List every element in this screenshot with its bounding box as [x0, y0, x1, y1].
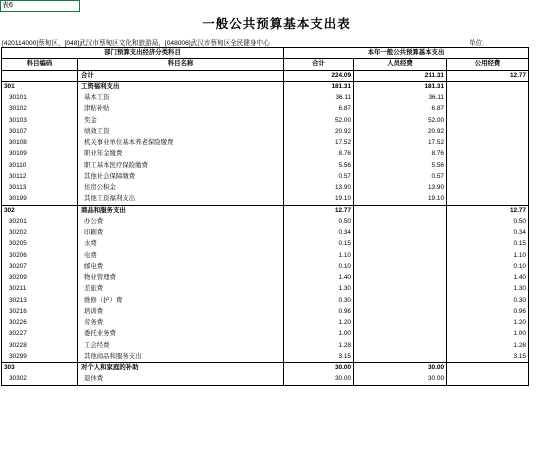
row-name-cell: 合计: [78, 70, 284, 81]
row-code-cell: 30205: [2, 239, 78, 250]
row-personnel-cell: 181.31: [354, 81, 447, 92]
row-public-cell: [447, 171, 529, 182]
row-total-cell: 0.96: [284, 306, 354, 317]
row-code-cell: 30199: [2, 194, 78, 205]
row-personnel-cell: [354, 228, 447, 239]
row-total-cell: 3.15: [284, 351, 354, 362]
row-code-cell: 30112: [2, 171, 78, 182]
header-economic-classification: 部门预算支出经济分类科目: [2, 48, 284, 59]
table-row: [2, 261, 529, 272]
row-name-cell: 差旅费: [78, 284, 284, 295]
row-public-cell: 1.30: [447, 284, 529, 295]
row-public-cell: 12.77: [447, 205, 529, 216]
page-title: 一般公共预算基本支出表: [202, 16, 351, 31]
row-personnel-cell: 8.76: [354, 149, 447, 160]
row-name-cell: 津贴补贴: [78, 104, 284, 115]
row-public-cell: [447, 81, 529, 92]
row-code-cell: 30102: [2, 104, 78, 115]
row-total-cell: 30.00: [284, 363, 354, 374]
row-code-cell: 30302: [2, 374, 78, 385]
table-row: [2, 115, 529, 126]
table-row: [2, 183, 529, 194]
row-name-cell: 机关事业单位基本养老保险缴费: [78, 138, 284, 149]
table-row: [2, 70, 529, 81]
row-name-cell: 绩效工资: [78, 126, 284, 137]
row-name-cell: 其他商品和服务支出: [78, 351, 284, 362]
row-personnel-cell: [354, 216, 447, 227]
row-public-cell: 1.28: [447, 340, 529, 351]
row-total-cell: 5.56: [284, 160, 354, 171]
row-name-cell: 住房公积金: [78, 183, 284, 194]
row-public-cell: [447, 183, 529, 194]
row-public-cell: [447, 363, 529, 374]
row-public-cell: 0.30: [447, 295, 529, 306]
row-name-cell: 其他社会保障缴费: [78, 171, 284, 182]
row-public-cell: 0.10: [447, 261, 529, 272]
row-personnel-cell: 30.00: [354, 374, 447, 385]
row-personnel-cell: [354, 273, 447, 284]
row-personnel-cell: 211.31: [354, 70, 447, 81]
row-code-cell: 30228: [2, 340, 78, 351]
row-name-cell: 工资福利支出: [78, 81, 284, 92]
row-total-cell: 17.52: [284, 138, 354, 149]
row-code-cell: [2, 70, 78, 81]
row-public-cell: 1.10: [447, 250, 529, 261]
header-code: 科目编码: [2, 59, 78, 70]
row-public-cell: [447, 149, 529, 160]
row-public-cell: 3.15: [447, 351, 529, 362]
row-code-cell: 303: [2, 363, 78, 374]
row-name-cell: 基本工资: [78, 93, 284, 104]
row-personnel-cell: [354, 329, 447, 340]
row-personnel-cell: [354, 295, 447, 306]
row-personnel-cell: 5.56: [354, 160, 447, 171]
row-public-cell: [447, 115, 529, 126]
table-row: [2, 171, 529, 182]
row-total-cell: 0.15: [284, 239, 354, 250]
expenditure-table: [1, 47, 529, 386]
row-total-cell: 30.00: [284, 374, 354, 385]
row-personnel-cell: 17.52: [354, 138, 447, 149]
table-row: [2, 363, 529, 374]
row-total-cell: 6.87: [284, 104, 354, 115]
row-name-cell: 物业管理费: [78, 273, 284, 284]
row-name-cell: 商品和服务支出: [78, 205, 284, 216]
table-row: [2, 205, 529, 216]
table-row: [2, 93, 529, 104]
table-row: [2, 374, 529, 385]
row-code-cell: 30299: [2, 351, 78, 362]
row-public-cell: [447, 93, 529, 104]
row-code-cell: 30211: [2, 284, 78, 295]
row-name-cell: 职工基本医疗保险缴费: [78, 160, 284, 171]
row-name-cell: 奖金: [78, 115, 284, 126]
row-public-cell: 0.15: [447, 239, 529, 250]
row-personnel-cell: 6.87: [354, 104, 447, 115]
row-personnel-cell: [354, 239, 447, 250]
row-name-cell: 维修（护）费: [78, 295, 284, 306]
row-public-cell: [447, 126, 529, 137]
row-total-cell: 0.30: [284, 295, 354, 306]
row-name-cell: 印刷费: [78, 228, 284, 239]
row-personnel-cell: [354, 284, 447, 295]
table-row: [2, 295, 529, 306]
row-personnel-cell: [354, 261, 447, 272]
row-total-cell: 224.09: [284, 70, 354, 81]
unit-label: 单位:: [469, 40, 485, 47]
department-line: [420114000]蔡甸区，[048]武汉市蔡甸区文化和旅游局，[048006]武汉市蔡甸区全民健身中心: [2, 40, 270, 47]
row-code-cell: 30103: [2, 115, 78, 126]
row-name-cell: 对个人和家庭的补助: [78, 363, 284, 374]
table-row: [2, 351, 529, 362]
row-code-cell: 30107: [2, 126, 78, 137]
row-personnel-cell: 36.11: [354, 93, 447, 104]
table-row: [2, 194, 529, 205]
row-name-cell: 电费: [78, 250, 284, 261]
row-total-cell: 8.76: [284, 149, 354, 160]
row-code-cell: 30216: [2, 306, 78, 317]
row-name-cell: 劳务费: [78, 318, 284, 329]
header-personnel: 人员经费: [354, 59, 447, 70]
row-public-cell: [447, 104, 529, 115]
table-row: [2, 306, 529, 317]
row-total-cell: 13.90: [284, 183, 354, 194]
row-public-cell: [447, 194, 529, 205]
table-row: [2, 284, 529, 295]
header-total: 合计: [284, 59, 354, 70]
table-row: [2, 160, 529, 171]
row-code-cell: 30202: [2, 228, 78, 239]
row-code-cell: 30109: [2, 149, 78, 160]
table-row: [2, 250, 529, 261]
row-name-cell: 职业年金缴费: [78, 149, 284, 160]
row-name-cell: 退休费: [78, 374, 284, 385]
row-public-cell: 0.34: [447, 228, 529, 239]
row-code-cell: 30108: [2, 138, 78, 149]
row-total-cell: 1.20: [284, 318, 354, 329]
row-code-cell: 30101: [2, 93, 78, 104]
row-total-cell: 20.92: [284, 126, 354, 137]
row-name-cell: 办公费: [78, 216, 284, 227]
row-total-cell: 52.00: [284, 115, 354, 126]
row-public-cell: 0.50: [447, 216, 529, 227]
row-personnel-cell: [354, 250, 447, 261]
cell-name-box[interactable]: 表6: [0, 0, 80, 12]
row-code-cell: 30207: [2, 261, 78, 272]
row-name-cell: 培训费: [78, 306, 284, 317]
row-total-cell: 0.50: [284, 216, 354, 227]
row-code-cell: 30209: [2, 273, 78, 284]
header-basic-expenditure: 本年一般公共预算基本支出: [284, 48, 529, 59]
row-name-cell: 工会经费: [78, 340, 284, 351]
table-row: [2, 273, 529, 284]
row-total-cell: 1.30: [284, 284, 354, 295]
row-code-cell: 30113: [2, 183, 78, 194]
row-name-cell: 委托业务费: [78, 329, 284, 340]
row-public-cell: 1.20: [447, 318, 529, 329]
row-code-cell: 30206: [2, 250, 78, 261]
row-name-cell: 水费: [78, 239, 284, 250]
table-row: [2, 239, 529, 250]
table-row: [2, 318, 529, 329]
row-code-cell: 302: [2, 205, 78, 216]
row-total-cell: 1.40: [284, 273, 354, 284]
table-row: [2, 104, 529, 115]
header-name: 科目名称: [78, 59, 284, 70]
row-code-cell: 30226: [2, 318, 78, 329]
row-total-cell: 0.57: [284, 171, 354, 182]
table-row: [2, 126, 529, 137]
header-public: 公用经费: [447, 59, 529, 70]
row-personnel-cell: 52.00: [354, 115, 447, 126]
row-personnel-cell: [354, 318, 447, 329]
row-total-cell: 0.10: [284, 261, 354, 272]
table-row: [2, 149, 529, 160]
table-row: [2, 81, 529, 92]
row-personnel-cell: 0.57: [354, 171, 447, 182]
row-total-cell: 1.00: [284, 329, 354, 340]
row-code-cell: 301: [2, 81, 78, 92]
row-personnel-cell: 20.92: [354, 126, 447, 137]
table-row: [2, 329, 529, 340]
row-personnel-cell: [354, 351, 447, 362]
table-row: [2, 138, 529, 149]
row-public-cell: 0.96: [447, 306, 529, 317]
row-total-cell: 0.34: [284, 228, 354, 239]
row-personnel-cell: [354, 205, 447, 216]
row-public-cell: [447, 374, 529, 385]
table-row: [2, 216, 529, 227]
row-total-cell: 36.11: [284, 93, 354, 104]
row-personnel-cell: 19.10: [354, 194, 447, 205]
row-total-cell: 12.77: [284, 205, 354, 216]
row-code-cell: 30213: [2, 295, 78, 306]
row-total-cell: 1.28: [284, 340, 354, 351]
row-code-cell: 30227: [2, 329, 78, 340]
row-public-cell: 12.77: [447, 70, 529, 81]
row-name-cell: 邮电费: [78, 261, 284, 272]
table-row: [2, 340, 529, 351]
table-row: [2, 228, 529, 239]
row-personnel-cell: [354, 340, 447, 351]
row-personnel-cell: 13.90: [354, 183, 447, 194]
row-total-cell: 19.10: [284, 194, 354, 205]
row-public-cell: [447, 138, 529, 149]
row-public-cell: [447, 160, 529, 171]
row-total-cell: 181.31: [284, 81, 354, 92]
row-code-cell: 30201: [2, 216, 78, 227]
row-total-cell: 1.10: [284, 250, 354, 261]
row-name-cell: 其他工资福利支出: [78, 194, 284, 205]
row-code-cell: 30110: [2, 160, 78, 171]
row-personnel-cell: [354, 306, 447, 317]
row-personnel-cell: 30.00: [354, 363, 447, 374]
row-public-cell: 1.00: [447, 329, 529, 340]
row-public-cell: 1.40: [447, 273, 529, 284]
